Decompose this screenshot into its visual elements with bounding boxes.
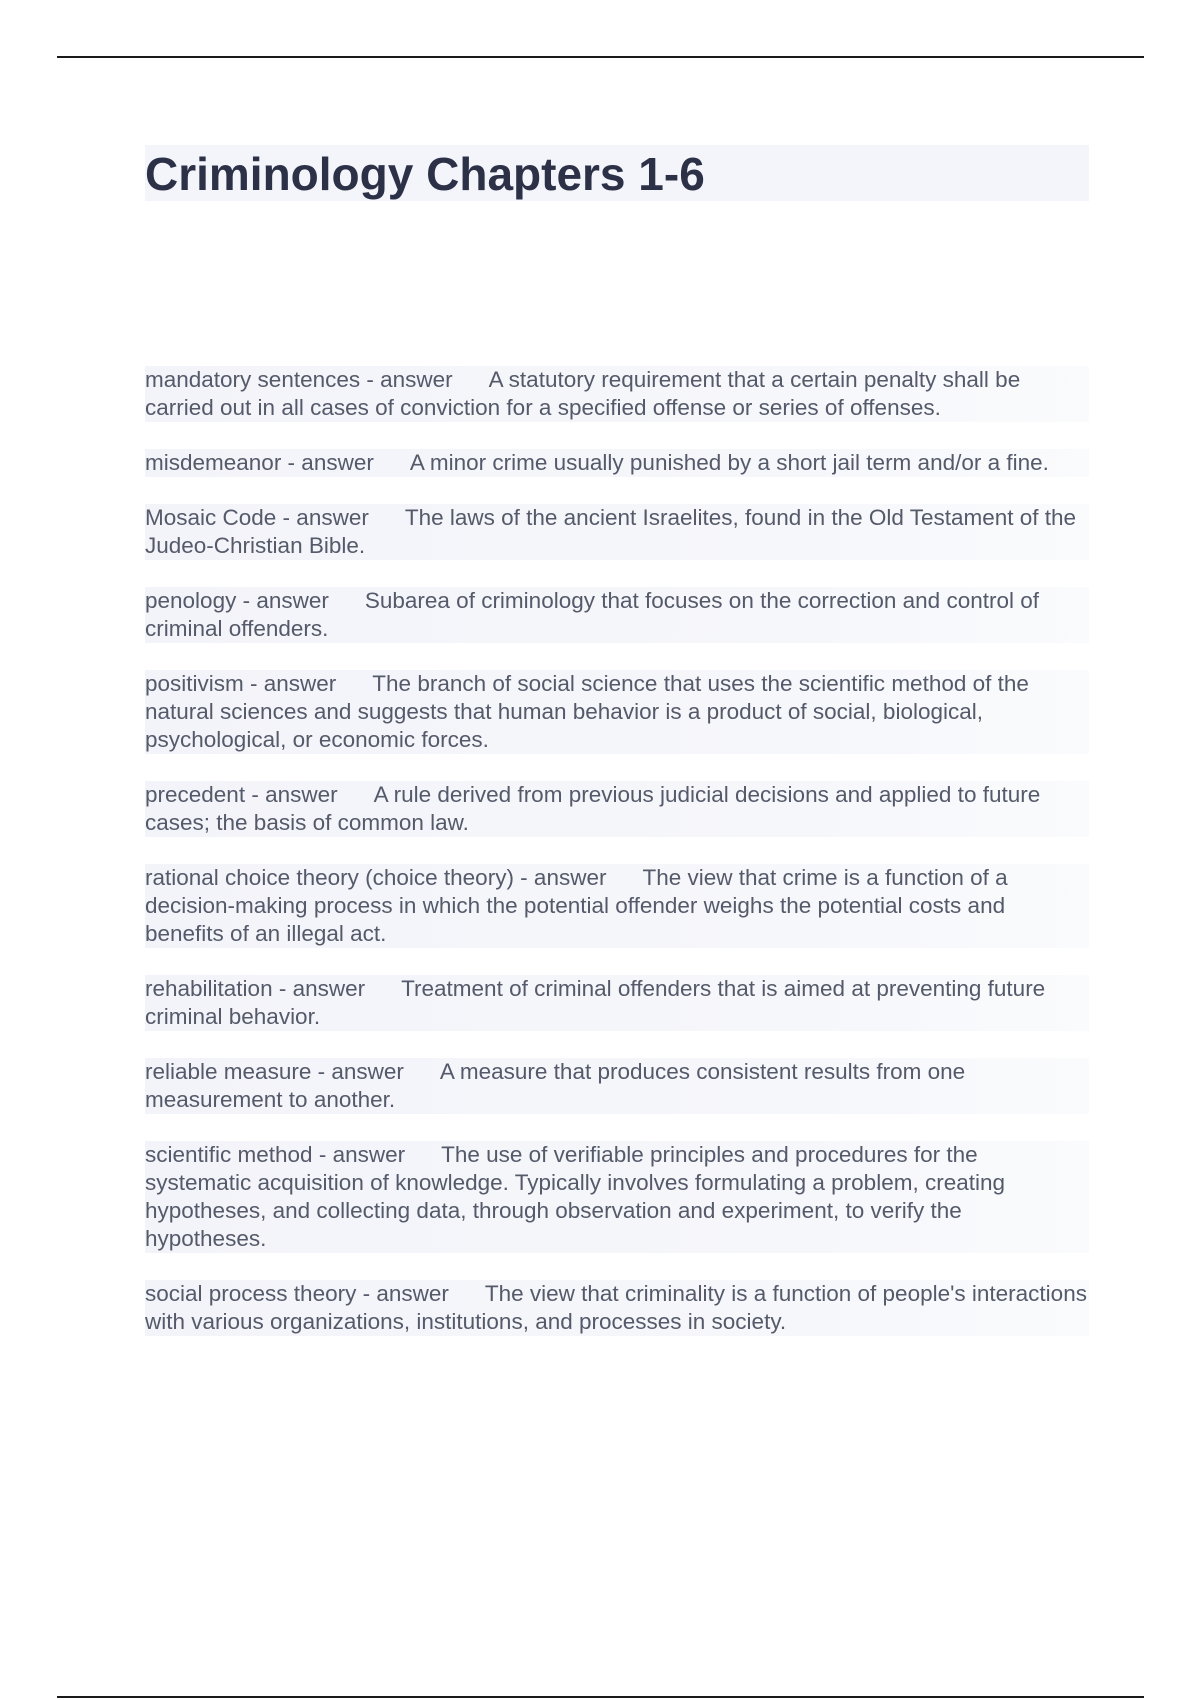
flashcard-list bbox=[145, 366, 1089, 1363]
term: misdemeanor - answer bbox=[145, 450, 374, 475]
term: rehabilitation - answer bbox=[145, 976, 366, 1001]
flashcard-entry bbox=[145, 781, 1089, 837]
flashcard-entry bbox=[145, 1058, 1089, 1114]
definition: A statutory requirement that a certain penalty shall be carried out in all cases of conviction for a specified offense or series of offenses. bbox=[145, 367, 1021, 420]
definition: The use of verifiable principles and procedures for the systematic acquisition of knowledge. Typically involves formulating a problem, creating hypotheses, and collecting data, through observation and experiment, to verify the hypotheses. bbox=[145, 1142, 1005, 1251]
definition: Subarea of criminology that focuses on the correction and control of criminal offenders. bbox=[145, 588, 1039, 641]
definition: The view that crime is a function of a decision-making process in which the potential offender weighs the potential costs and benefits of an illegal act. bbox=[145, 865, 1008, 946]
definition: Treatment of criminal offenders that is aimed at preventing future criminal behavior. bbox=[145, 976, 1046, 1029]
term: positivism - answer bbox=[145, 671, 337, 696]
bottom-rule bbox=[57, 1696, 1144, 1698]
flashcard-entry bbox=[145, 504, 1089, 560]
flashcard-entry bbox=[145, 366, 1089, 422]
flashcard-entry bbox=[145, 670, 1089, 754]
definition: A measure that produces consistent results from one measurement to another. bbox=[145, 1059, 966, 1112]
flashcard-entry bbox=[145, 449, 1089, 477]
flashcard-entry bbox=[145, 587, 1089, 643]
term: penology - answer bbox=[145, 588, 329, 613]
top-rule bbox=[57, 56, 1144, 58]
flashcard-entry bbox=[145, 1141, 1089, 1253]
definition: The laws of the ancient Israelites, found in the Old Testament of the Judeo-Christian Bible. bbox=[145, 505, 1077, 558]
flashcard-entry bbox=[145, 975, 1089, 1031]
term: precedent - answer bbox=[145, 782, 338, 807]
term: scientific method - answer bbox=[145, 1142, 406, 1167]
definition: The branch of social science that uses the scientific method of the natural sciences and suggests that human behavior is a product of social, biological, psychological, or economic forces. bbox=[145, 671, 1029, 752]
flashcard-entry bbox=[145, 1280, 1089, 1336]
term: social process theory - answer bbox=[145, 1281, 449, 1306]
definition: A rule derived from previous judicial decisions and applied to future cases; the basis of common law. bbox=[145, 782, 1041, 835]
flashcard-entry bbox=[145, 864, 1089, 948]
term: rational choice theory (choice theory) - answer bbox=[145, 865, 607, 890]
definition: The view that criminality is a function of people's interactions with various organizations, institutions, and processes in society. bbox=[145, 1281, 1087, 1334]
page-title: Criminology Chapters 1-6 bbox=[145, 148, 705, 200]
term: mandatory sentences - answer bbox=[145, 367, 453, 392]
term: Mosaic Code - answer bbox=[145, 505, 369, 530]
definition: A minor crime usually punished by a short jail term and/or a fine. bbox=[409, 450, 1049, 475]
term: reliable measure - answer bbox=[145, 1059, 404, 1084]
